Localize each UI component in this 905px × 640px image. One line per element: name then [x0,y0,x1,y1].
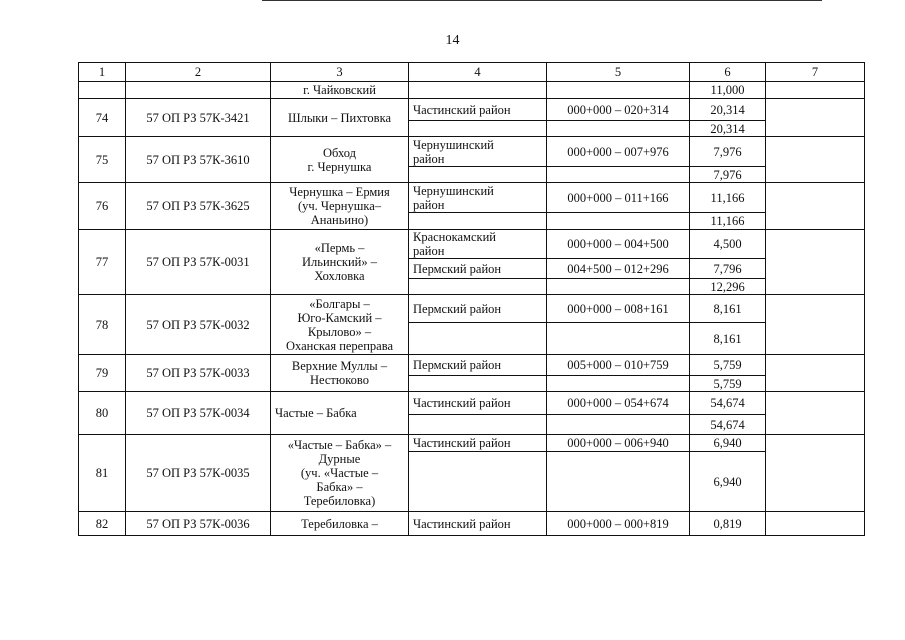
header-cell: 3 [271,63,409,82]
km-range: 004+500 – 012+296 [547,259,690,279]
cell [409,323,547,355]
note-cell [766,183,865,230]
district: Пермский район [409,295,547,323]
km-range: 000+000 – 006+940 [547,435,690,452]
road-name: Чернушка – Ермия (уч. Чернушка– Ананьино) [271,183,409,230]
district: Чернушинский район [409,183,547,213]
road-name: Частые – Бабка [271,392,409,435]
header-row [79,63,865,82]
road-name: «Частые – Бабка» – Дурные (уч. «Частые – Бабка» – Теребиловка) [271,435,409,512]
row-number: 76 [79,183,126,230]
row-number: 74 [79,99,126,137]
cell [547,167,690,183]
road-name: Верхние Муллы – Нестюково [271,355,409,392]
table-row [79,99,865,121]
header-cell: 6 [690,63,766,82]
cell [409,279,547,295]
length: 5,759 [690,355,766,376]
table-row [79,295,865,323]
road-name: «Пермь – Ильинский» – Хохловка [271,230,409,295]
note-cell [766,435,865,512]
table-row [79,435,865,452]
cell [409,167,547,183]
road-total: 8,161 [690,323,766,355]
road-code: 57 ОП РЗ 57К-0035 [126,435,271,512]
length: 54,674 [690,392,766,415]
table-row [79,512,865,536]
district: Краснокамский район [409,230,547,259]
road-total: 7,976 [690,167,766,183]
district: Чернушинский район [409,137,547,167]
district: Частинский район [409,99,547,121]
road-code: 57 ОП РЗ 57К-0031 [126,230,271,295]
header-cell: 4 [409,63,547,82]
km-range: 000+000 – 011+166 [547,183,690,213]
length: 11,166 [690,183,766,213]
km-range: 000+000 – 007+976 [547,137,690,167]
length: 8,161 [690,295,766,323]
cell [126,82,271,99]
table-row [79,355,865,376]
cell [547,121,690,137]
roads-table [78,62,865,536]
road-total: 11,000 [690,82,766,99]
note-cell [766,99,865,137]
length: 7,796 [690,259,766,279]
row-number: 80 [79,392,126,435]
row-number: 77 [79,230,126,295]
header-cell: 7 [766,63,865,82]
km-range: 000+000 – 008+161 [547,295,690,323]
cell [547,82,690,99]
note-cell [766,137,865,183]
header-cell: 1 [79,63,126,82]
cell [766,82,865,99]
table-row [79,230,865,259]
row-number: 82 [79,512,126,536]
table-row [79,137,865,167]
km-range: 000+000 – 000+819 [547,512,690,536]
road-code: 57 ОП РЗ 57К-0033 [126,355,271,392]
road-code: 57 ОП РЗ 57К-3421 [126,99,271,137]
row-number: 81 [79,435,126,512]
district: Пермский район [409,355,547,376]
header-cell: 2 [126,63,271,82]
note-cell [766,392,865,435]
district: Пермский район [409,259,547,279]
district: Частинский район [409,512,547,536]
row-number: 75 [79,137,126,183]
length: 20,314 [690,99,766,121]
cell [547,213,690,230]
road-name: г. Чайковский [271,82,409,99]
note-cell [766,230,865,295]
table-row [79,82,865,99]
district: Частинский район [409,392,547,415]
road-total: 6,940 [690,452,766,512]
km-range: 000+000 – 054+674 [547,392,690,415]
road-code: 57 ОП РЗ 57К-0034 [126,392,271,435]
table-row [79,392,865,415]
length: 0,819 [690,512,766,536]
road-code: 57 ОП РЗ 57К-3610 [126,137,271,183]
cell [79,82,126,99]
note-cell [766,512,865,536]
road-total: 20,314 [690,121,766,137]
cell [547,415,690,435]
cell [547,279,690,295]
row-number: 78 [79,295,126,355]
header-cell: 5 [547,63,690,82]
table-row [79,183,865,213]
cell [547,376,690,392]
top-rule [262,0,822,1]
district: Частинский район [409,435,547,452]
length: 6,940 [690,435,766,452]
road-code: 57 ОП РЗ 57К-0032 [126,295,271,355]
note-cell [766,355,865,392]
cell [409,376,547,392]
road-total: 12,296 [690,279,766,295]
length: 4,500 [690,230,766,259]
note-cell [766,295,865,355]
cell [409,121,547,137]
road-name: Шлыки – Пихтовка [271,99,409,137]
km-range: 005+000 – 010+759 [547,355,690,376]
road-name: Теребиловка – [271,512,409,536]
road-total: 54,674 [690,415,766,435]
length: 7,976 [690,137,766,167]
road-name: Обход г. Чернушка [271,137,409,183]
cell [547,323,690,355]
cell [409,452,547,512]
road-name: «Болгары – Юго-Камский – Крылово» – Оханская переправа [271,295,409,355]
cell [409,213,547,230]
cell [409,415,547,435]
road-code: 57 ОП РЗ 57К-0036 [126,512,271,536]
page-number: 14 [445,33,460,48]
road-total: 5,759 [690,376,766,392]
road-code: 57 ОП РЗ 57К-3625 [126,183,271,230]
km-range: 000+000 – 004+500 [547,230,690,259]
road-total: 11,166 [690,213,766,230]
cell [409,82,547,99]
km-range: 000+000 – 020+314 [547,99,690,121]
cell [547,452,690,512]
row-number: 79 [79,355,126,392]
